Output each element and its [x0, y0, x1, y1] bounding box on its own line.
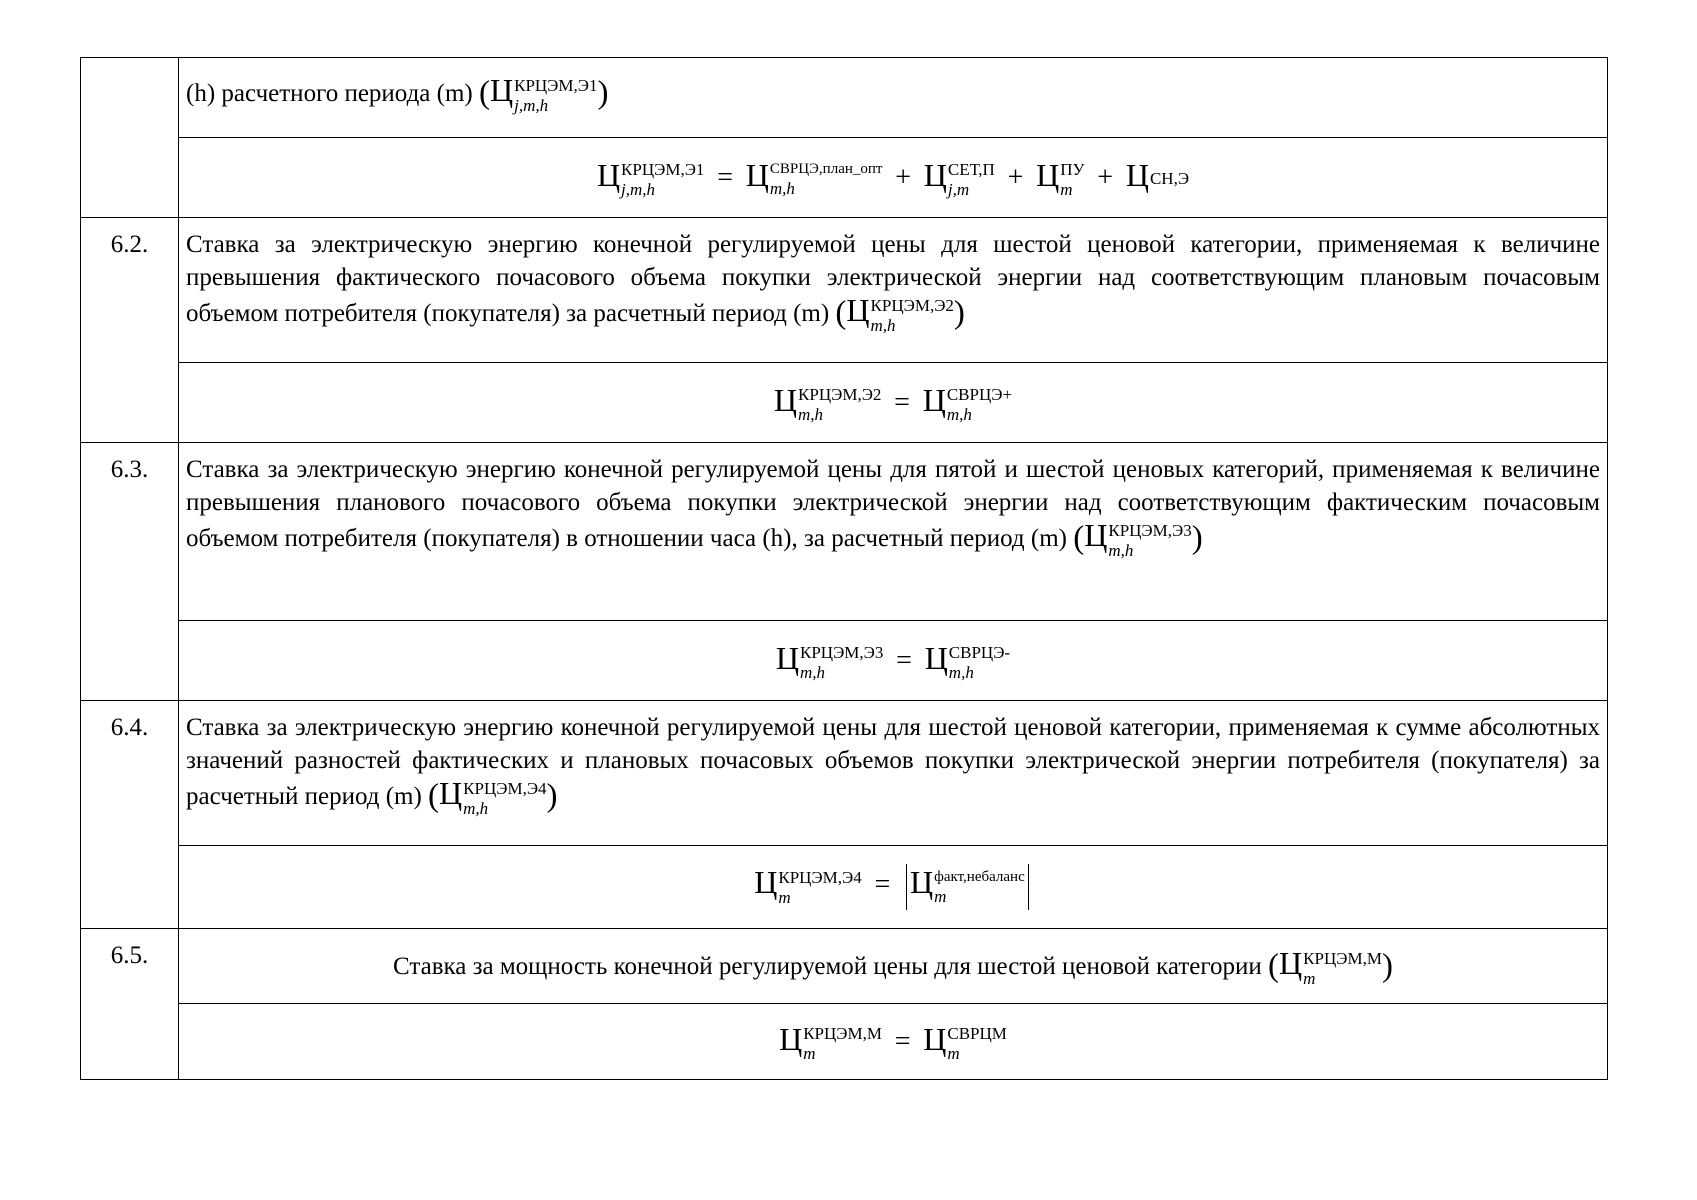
description-cell: [179, 929, 1608, 1004]
table-row: [81, 218, 1608, 363]
description-cell: [179, 443, 1608, 621]
formula-cell: [179, 621, 1608, 701]
absolute-value-bar: [1028, 864, 1029, 910]
rate-symbol: (Ц КРЦЭМ,Э2 m,h ): [835, 292, 965, 335]
table-row: [81, 58, 1608, 138]
formula-row: [81, 1004, 1608, 1080]
table-row: [81, 929, 1608, 1004]
description-cell: [179, 58, 1608, 138]
formula-6-3: Ц КРЦЭМ,Э3 m,h = Ц СВРЦЭ- m,h: [775, 639, 1011, 683]
formula-row: [81, 363, 1608, 443]
formula-cell: [179, 846, 1608, 929]
description-text: Ставка за электрическую энергию конечной регулируемой цены для шестой ценовой категории, применяемая к сумме абсолютных значений разностей фактических и плановых почасовых объемов покупки электрической энергии потребителя (покупателя) за расчетный период (m): [186, 714, 1600, 810]
row-number: 6.3.: [110, 456, 149, 483]
description-cell: [179, 218, 1608, 363]
description-text: Ставка за электрическую энергию конечной регулируемой цены для шестой ценовой категории, применяемая к величине превышения фактического почасового объема покупки электрической энергии над соответствующим плановым почасовым объемом потребителя (покупателя) за расчетный период (m): [186, 231, 1600, 327]
rate-symbol: (Ц КРЦЭМ,Э1 j,m,h ): [479, 72, 609, 115]
table-row: [81, 443, 1608, 621]
description-cell: [179, 701, 1608, 846]
formula-6-2: Ц КРЦЭМ,Э2 m,h = Ц СВРЦЭ+ m,h: [773, 381, 1013, 425]
rate-symbol: (Ц КРЦЭМ,М m ): [1268, 945, 1393, 988]
formula-row: [81, 138, 1608, 218]
absolute-value-bar: [906, 864, 907, 910]
rate-symbol: (Ц КРЦЭМ,Э4 m,h ): [428, 775, 558, 818]
formula-6-4: Ц КРЦЭМ,Э4 m = Ц факт,небаланс m: [754, 864, 1032, 910]
row-number: 6.2.: [110, 231, 149, 258]
rates-table: [80, 57, 1608, 1080]
row-number-cell: [81, 701, 179, 929]
row-number: 6.5.: [110, 942, 149, 969]
formula-cell: [179, 1004, 1608, 1080]
formula-6-5: Ц КРЦЭМ,М m = Ц СВРЦМ m: [779, 1020, 1007, 1064]
row-number-cell: [81, 929, 179, 1080]
row-number-cell: [81, 58, 179, 218]
row-number-cell: [81, 218, 179, 443]
formula-6-1: Ц КРЦЭМ,Э1 j,m,h = Ц СВРЦЭ,план_опт m,h + Ц СЕТ,П j,m + Ц ПУ m + Ц СН,Э: [596, 156, 1190, 200]
description-text: Ставка за электрическую энергию конечной регулируемой цены для пятой и шестой ценовых категорий, применяемая к величине превышения планового почасового объема покупки электрической энергии над соответствующим фактическим почасовым объемом потребителя (покупателя) в отношении часа (h), за расчетный период (m): [186, 456, 1600, 552]
formula-cell: [179, 363, 1608, 443]
table-row: [81, 701, 1608, 846]
description-text: (h) расчетного периода (m): [186, 80, 473, 107]
row-number-cell: [81, 443, 179, 701]
formula-row: [81, 621, 1608, 701]
formula-row: [81, 846, 1608, 929]
formula-cell: [179, 138, 1608, 218]
rate-symbol: (Ц КРЦЭМ,Э3 m,h ): [1073, 517, 1203, 560]
description-text: Ставка за мощность конечной регулируемой цены для шестой ценовой категории: [393, 953, 1262, 981]
row-number: 6.4.: [110, 714, 149, 741]
